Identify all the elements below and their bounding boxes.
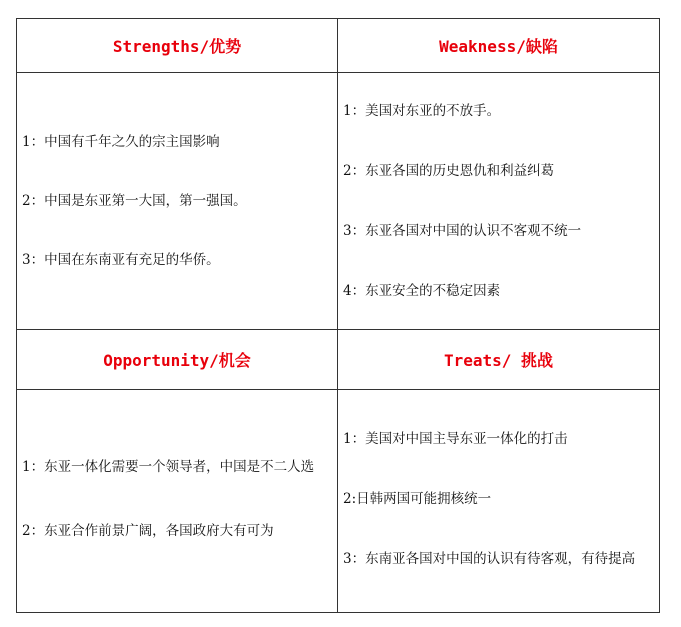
swot-table — [16, 18, 660, 613]
swot-header-row-bottom — [17, 330, 660, 390]
swot-body-row-bottom — [17, 390, 660, 613]
treats-title: Treats/ 挑战 — [443, 351, 554, 370]
swot-body-row-top — [17, 73, 660, 330]
weakness-list — [338, 102, 659, 301]
weakness-header-cell — [338, 19, 660, 73]
opportunity-item: 1：东亚一体化需要一个领导者，中国是不二人选 — [22, 458, 315, 475]
strengths-list — [17, 133, 337, 270]
opportunity-title: Opportunity/机会 — [103, 351, 251, 370]
swot-header-row-top — [17, 19, 660, 73]
treats-item: 1：美国对中国主导东亚一体化的打击 — [343, 430, 568, 447]
weakness-body-cell — [338, 73, 660, 330]
strengths-item: 2：中国是东亚第一大国，第一强国。 — [22, 192, 247, 209]
treats-item: 3：东南亚各国对中国的认识有待客观，有待提高 — [343, 550, 636, 567]
strengths-body-cell — [17, 73, 338, 330]
strengths-title: Strengths/优势 — [112, 37, 242, 56]
treats-header-cell — [338, 330, 660, 390]
treats-item: 2:日韩两国可能拥核统一 — [343, 490, 492, 507]
opportunity-item: 2：东亚合作前景广阔，各国政府大有可为 — [22, 522, 274, 539]
treats-list — [338, 430, 659, 569]
weakness-item: 2：东亚各国的历史恩仇和利益纠葛 — [343, 162, 555, 179]
strengths-item: 3：中国在东南亚有充足的华侨。 — [22, 251, 220, 268]
weakness-title: Weakness/缺陷 — [439, 37, 558, 56]
weakness-item: 1：美国对东亚的不放手。 — [343, 102, 501, 119]
opportunity-list — [17, 458, 337, 541]
strengths-header-cell — [17, 19, 338, 73]
strengths-item: 1：中国有千年之久的宗主国影响 — [22, 133, 220, 150]
treats-body-cell — [338, 390, 660, 613]
opportunity-header-cell — [17, 330, 338, 390]
weakness-item: 4：东亚安全的不稳定因素 — [343, 282, 501, 299]
weakness-item: 3：东亚各国对中国的认识不客观不统一 — [343, 222, 582, 239]
opportunity-body-cell — [17, 390, 338, 613]
